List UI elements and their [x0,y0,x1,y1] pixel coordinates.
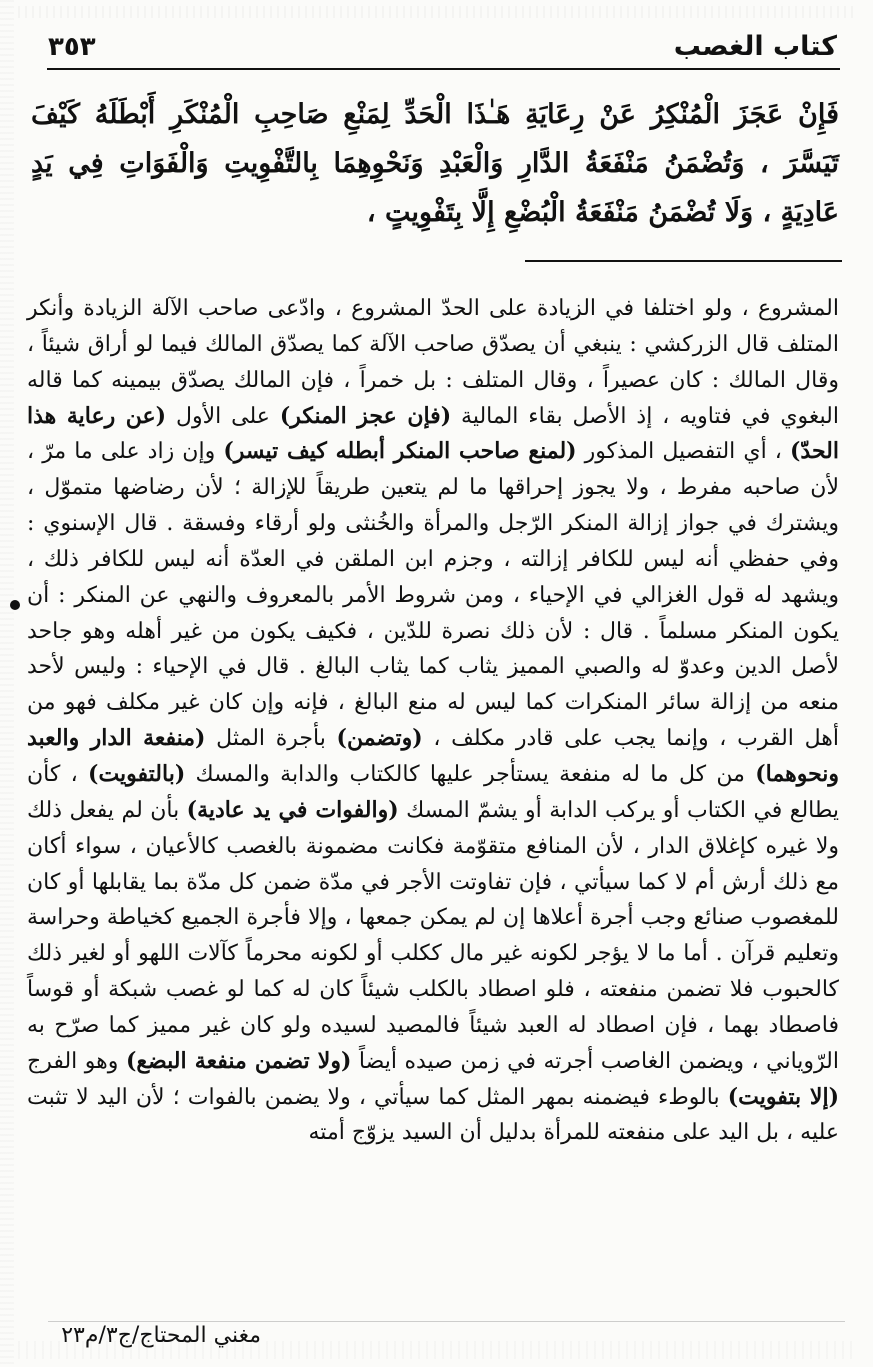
commentary-bold-segment: (بالتفويت) [88,760,186,787]
commentary-segment: من كل ما له منفعة يستأجر عليها كالكتاب والدابة والمسك [185,761,756,787]
commentary-bold-segment: (لمنع صاحب المنكر أبطله كيف تيسر) [223,438,577,465]
commentary-segment: المشروع ، ولو اختلفا في الزيادة على الحدّ المشروع ، وادّعى صاحب الآلة الزيادة وأنكر المتلف قال الزركشي : ينبغي أن يصدّق صاحب الآلة كما يصدّق المالك فيما لو أراق شيئاً ، وقال المالك : كان عصيراً ، وقال المتلف : بل خمراً ، فإن المالك يصدّق بيمينه كما قاله البغوي في فتاويه ، إذ الأصل بقاء المالية [27,296,839,429]
commentary-text [27,291,839,1151]
main-text: فَإِنْ عَجَزَ الْمُنْكِرُ عَنْ رِعَايَةِ هَـٰذَا الْحَدِّ لِمَنْعِ صَاحِبِ الْمُنْكَرِ أَبْطَلَهُ كَيْفَ تَيَسَّرَ ، وَتُضْمَنُ مَنْفَعَةُ الدَّارِ وَالْعَبْدِ وَنَحْوِهِمَا بِالتَّفْوِيتِ وَالْفَوَاتِ فِي يَدٍ عَادِيَةٍ ، وَلَا تُضْمَنُ مَنْفَعَةُ الْبُضْعِ إِلَّا بِتَفْوِيتٍ ، [31,99,839,228]
commentary-segment: على الأول [166,403,280,429]
commentary-bold-segment: (ولا تضمن منفعة البضع) [125,1047,352,1074]
header-divider [47,68,840,70]
margin-dot [10,600,20,610]
commentary-segment: بأن لم يفعل ذلك ولا غيره كإغلاق الدار ، لأن المنافع متقوّمة فكانت مضمونة بالغصب كالأعيان ، سواء أكان مع ذلك أرش أم لا كما سيأتي ، فإن تفاوتت الأجر في مدّة ضمن كل مدّة بما يقابلها أو كان للمغصوب صنائع وجب أجرة أعلاها إن لم يمكن جمعها ، وإلا فأجرة الجميع كخياطة وحراسة وتعليم قرآن . أما ما لا يؤجر لكونه غير مال ككلب أو لكونه محرماً كآلات اللهو أو لغير ذلك كالحبوب فلا تضمن منفعته ، فلو اصطاد بالكلب شيئاً كان له كما لو غصب شبكة أو قوساً فاصطاد بهما ، فإن اصطاد له العبد شيئاً فالمصيد لسيده ولو كان غير مميز كما صرّح به الرّوياني ، ويضمن الغاصب أجرته في زمن صيده أيضاً [27,797,839,1074]
commentary-segment: ، كأن يطالع في الكتاب أو يركب الدابة أو يشمّ المسك [27,761,840,823]
matn-divider [525,260,842,262]
commentary-segment: وهو الفرج [27,1048,126,1074]
page-header [48,32,837,66]
commentary-bold-segment: (فإن عجز المنكر) [279,402,452,429]
commentary-segment: بالوطء فيضمنه بمهر المثل كما سيأتي ، ولا يضمن بالفوات ؛ لأن اليد لا تثبت عليه ، بل اليد على منفعته للمرأة بدليل أن السيد يزوّج أمته [27,1084,839,1146]
commentary-segment: بأجرة المثل [205,726,337,752]
commentary-segment: ، أي التفصيل المذكور [576,439,791,465]
scan-noise-bottom [18,1341,855,1359]
commentary-bold-segment: (إلا بتفويت) [727,1083,839,1110]
commentary-bold-segment: (وتضمن) [336,725,423,752]
commentary-segment: وإن زاد على ما مرّ ، لأن صاحبه مفرط ، ولا يجوز إحراقها ما لم يتعين طريقاً للإزالة ؛ لأن رضاضها متموّل ، ويشترك في جواز إزالة المنكر الرّجل والمرأة والخُنثى ولو أرقاء وفسقة . قال الإسنوي : وفي حفظي أنه ليس للكافر إزالته ، وجزم ابن الملقن في العدّة أنه ليس للكافر ذلك ، ويشهد له قول الغزالي في الإحياء ، ومن شروط الأمر بالمعروف والنهي عن المنكر : أن يكون المنكر مسلماً . قال : لأن ذلك نصرة للدّين ، فكيف يكون من غير أهله وهو جاحد لأصل الدين وعدوّ له والصبي المميز يثاب كما يثاب البالغ . قال في الإحياء : وليس لأحد منعه من إزالة سائر المنكرات كما ليس له منع البالغ ، فإنه وإن كان غير مكلف فهو من أهل القرب ، وإنما يجب على قادر مكلف ، [27,439,839,752]
commentary-paragraph [27,291,839,1151]
page-number: ٣٥٣ [48,32,96,62]
commentary-bold-segment: (والفوات في يد عادية) [186,796,399,823]
scan-noise-top [18,6,855,18]
commentary-bold-segment: (منفعة الدار والعبد ونحوهما) [27,725,840,787]
scan-edge [0,0,14,1367]
book-title: كتاب الغصب [673,31,837,62]
commentary-bold-segment: (عن رعاية هذا الحدّ) [27,402,839,465]
footer-signature: مغني المحتاج/ج٣/م٢٣ [61,1323,261,1348]
